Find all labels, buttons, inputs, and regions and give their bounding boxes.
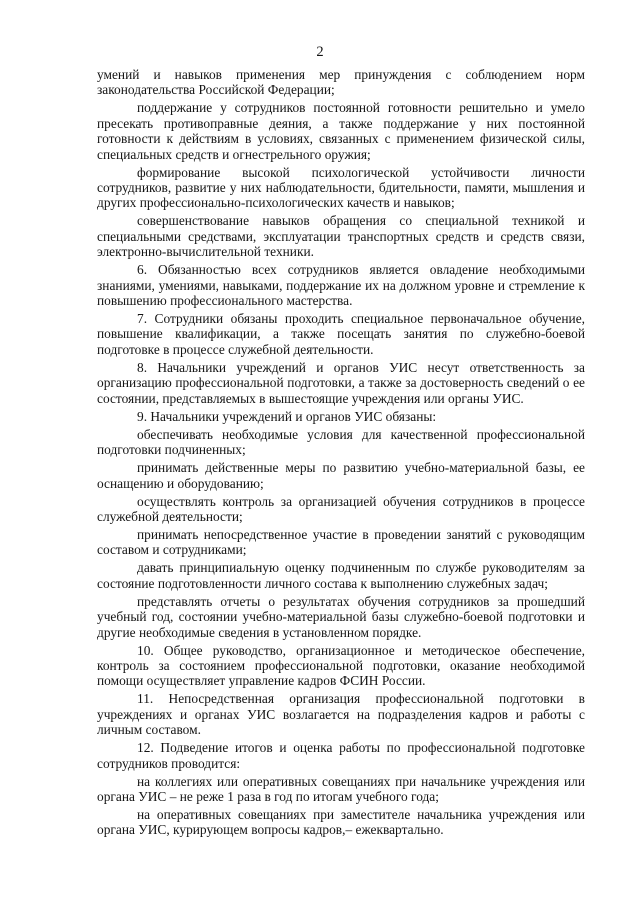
paragraph: совершенствование навыков обращения со специальной техникой и специальными средствами, эксплуатации транспортных средств и средств связи, электронно-вычислительной техники.	[97, 213, 585, 260]
paragraph: на оперативных совещаниях при заместителе начальника учреждения или органа УИС, курирующем вопросы кадров,– ежеквартально.	[97, 806, 585, 838]
paragraph: 8. Начальники учреждений и органов УИС несут ответственность за организацию профессиональной подготовки, а также за достоверность сведений о ее состоянии, представляемых в вышестоящие учреждения или органы УИС.	[97, 359, 585, 406]
paragraph: принимать действенные меры по развитию учебно-материальной базы, ее оснащению и оборудованию;	[97, 460, 585, 491]
paragraph: обеспечивать необходимые условия для качественной профессиональной подготовки подчиненных;	[97, 426, 585, 458]
paragraph: 9. Начальники учреждений и органов УИС обязаны:	[137, 408, 437, 424]
paragraph: представлять отчеты о результатах обучения сотрудников за прошедший учебный год, состоянии учебно-материальной базы служебно-боевой подготовки и другие необходимые сведения в установленном порядке.	[97, 593, 585, 640]
paragraph: давать принципиальную оценку подчиненным по службе руководителям за состояние подготовленности личного состава к выполнению служебных задач;	[97, 560, 585, 591]
document-body	[97, 67, 585, 840]
page-number: 2	[316, 44, 324, 60]
paragraph: принимать непосредственное участие в проведении занятий с руководящим составом и сотрудниками;	[97, 526, 585, 558]
paragraph: на коллегиях или оперативных совещаниях при начальнике учреждения или органа УИС – не реже 1 раза в год по итогам учебного года;	[97, 773, 585, 804]
paragraph: 12. Подведение итогов и оценка работы по профессиональной подготовке сотрудников проводится:	[97, 740, 585, 771]
paragraph: 10. Общее руководство, организационное и методическое обеспечение, контроль за состоянием профессиональной подготовки, оказание необходимой помощи осуществляет управление кадров ФСИН России.	[97, 642, 585, 689]
paragraph: 7. Сотрудники обязаны проходить специальное первоначальное обучение, повышение квалификации, а также посещать занятия по служебно-боевой подготовке в процессе служебной деятельности.	[97, 311, 585, 357]
paragraph: 11. Непосредственная организация профессиональной подготовки в учреждениях и органах УИС возлагается на подразделения кадров и работы с личным составом.	[97, 691, 585, 738]
paragraph: осуществлять контроль за организацией обучения сотрудников в процессе служебной деятельности;	[97, 493, 585, 524]
paragraph: 6. Обязанностью всех сотрудников является овладение необходимыми знаниями, умениями, навыками, поддержание их на должном уровне и стремление к повышению профессионального мастерства.	[97, 262, 585, 309]
paragraph: умений и навыков применения мер принуждения с соблюдением норм законодательства Российской Федерации;	[97, 67, 585, 98]
paragraph: поддержание у сотрудников постоянной готовности решительно и умело пресекать противоправные деяния, а также поддержание у них постоянной готовности к действиям в условиях, связанных с применением физической силы, специальных средств и огнестрельного оружия;	[97, 100, 585, 162]
paragraph: формирование высокой психологической устойчивости личности сотрудников, развитие у них наблюдательности, бдительности, памяти, мышления и других профессионально-психологических качеств и навыков;	[97, 164, 585, 211]
